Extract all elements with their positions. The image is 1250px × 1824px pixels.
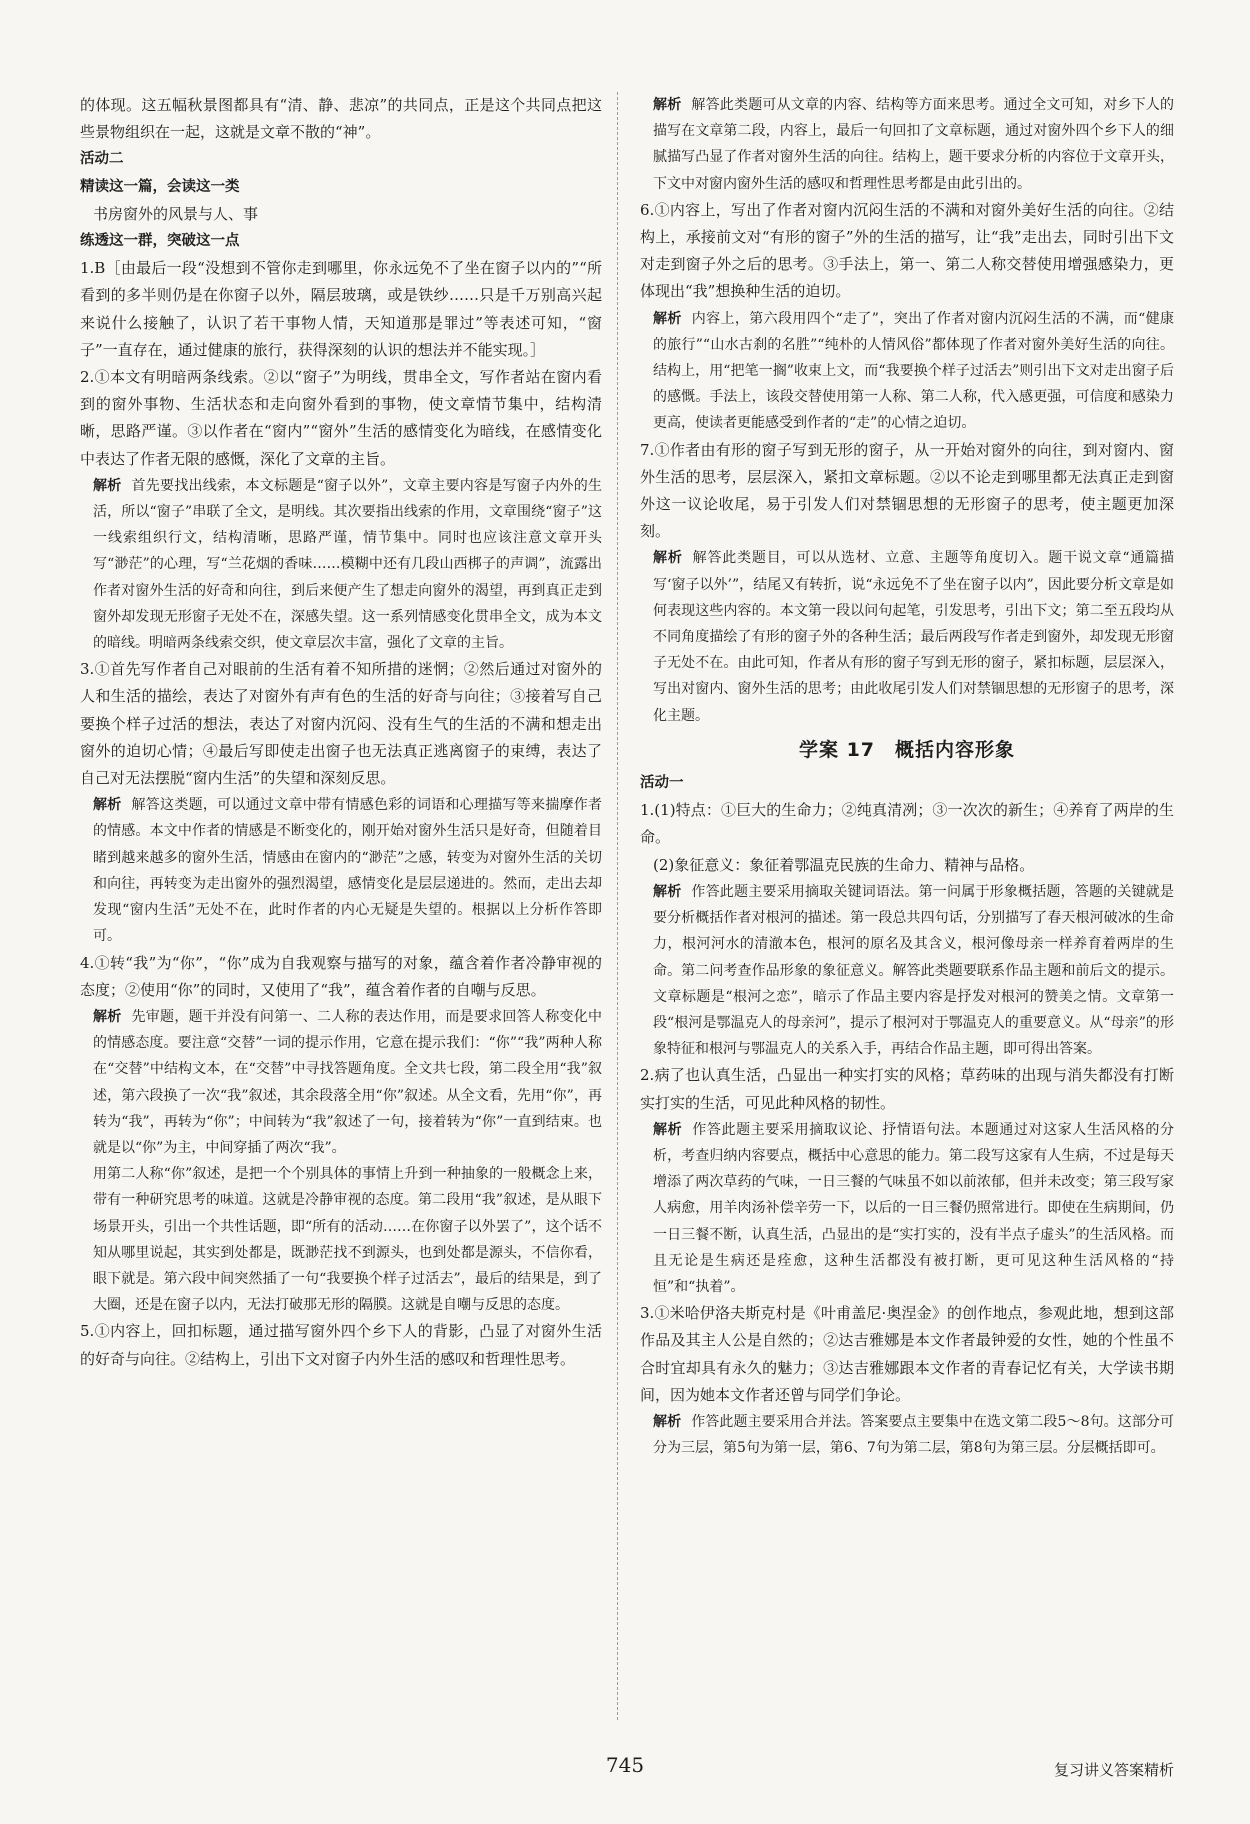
answer-2: 2.①本文有明暗两条线索。②以“窗子”为明线，贯串全文，写作者站在窗内看到的窗外事物、生活状态和走向窗外看到的事物，使文章情节集中，结构清晰，思路严谨。③以作者在“窗内”“窗外”生活的感情变化为暗线，在感情变化中表达了作者无限的感慨，深化了文章的主旨。 [80,368,602,468]
answer-1: 1.B［由最后一段“没想到不管你走到哪里，你永远免不了坐在窗子以内的”“所看到的多半则仍是在你窗子以外，隔层玻璃，或是铁纱……只是千万别高兴起来说什么接触了，认识了若干事物人情，天知道那是罪过”等表述可知，“窗子”一直存在，通过健康的旅行，获得深刻的认识的想法并不能实现。］ [80,259,602,359]
column-divider [617,92,618,1720]
analysis-4-continued: 用第二人称“你”叙述，是把一个个别具体的事情上升到一种抽象的一般概念上来，带有一种研究思考的味道。这就是冷静审视的态度。第二段用“我”叙述，是从眼下场景开头，引出一个共性话题，即“所有的活动……在你窗子以外罢了”，这个话不知从哪里说起，其实到处都是，既渺茫找不到源头，也到处都是源头，不信你看，眼下就是。第六段中间突然插了一句“我要换个样子过活去”，最后的结果是，到了大圈，还是在窗子以内，无法打破那无形的隔膜。这就是自嘲与反思的态度。 [93,1166,602,1314]
page-number: 745 [605,1753,645,1777]
activity-two-heading: 活动二 [80,151,124,168]
answer-3: 3.①首先写作者自己对眼前的生活有着不知所措的迷惘；②然后通过对窗外的人和生活的描绘，表达了对窗外有声有色的生活的好奇与向往；③接着写自己要换个样子过活的想法，表达了对窗内沉闷、没有生气的生活的不满和想走出窗外的迫切心情；④最后写即使走出窗子也无法真正逃离窗子的束缚，表达了自己对无法摆脱“窗内生活”的失望和深刻反思。 [80,660,602,788]
analysis-label: 解析 [93,797,122,814]
answer-5: 5.①内容上，回扣标题，通过描写窗外四个乡下人的背影，凸显了对窗外生活的好奇与向往。②结构上，引出下文对窗子内外生活的感叹和哲理性思考。 [80,1322,602,1368]
analysis-label: 解析 [653,550,683,567]
answer-6: 6.①内容上，写出了作者对窗内沉闷生活的不满和对窗外美好生活的向往。②结构上，承接前文对“有形的窗子”外的生活的描写，让“我”走出去，同时引出下文对走到窗子外之后的思考。③手法上，第一、第二人称交替使用增强感染力，更体现出“我”想换种生活的迫切。 [640,200,1174,301]
analysis-3 [80,792,602,949]
subheading-read: 精读这一篇，会读这一类 [80,178,240,195]
left-column [80,92,602,1373]
activity-one-heading: 活动一 [640,775,684,792]
analysis-7 [640,545,1174,728]
analysis-s1-text: 作答此题主要采用摘取关键词语法。第一问属于形象概括题，答题的关键就是要分析概括作者对根河的描述。第一段总共四句话，分别描写了春天根河破冰的生命力，根河河水的清澈本色，根河的原名及其含义，根河像母亲一样养育着两岸的生命。第二问考查作品形象的象征意义。解答此类题要联系作品主题和前后文的提示。文章标题是“根河之恋”，暗示了作品主要内容是抒发对根河的赞美之情。文章第一段“根河是鄂温克人的母亲河”，提示了根河对于鄂温克人的重要意义。从“母亲”的形象特征和根河与鄂温克人的关系入手，再结合作品主题，即可得出答案。 [653,883,1175,1058]
analysis-label: 解析 [93,477,122,494]
analysis-label: 解析 [653,1413,682,1430]
analysis-label: 解析 [653,1121,683,1138]
answer-s1-1: 1.(1)特点：①巨大的生命力；②纯真清冽；③一次次的新生；④养育了两岸的生命。 [640,801,1174,847]
right-column [640,92,1174,1461]
analysis-6 [640,306,1174,437]
analysis-2 [80,473,602,656]
analysis-4-text: 先审题，题干并没有问第一、二人称的表达作用，而是要求回答人称变化中的情感态度。要注意“交替”一词的提示作用，它意在提示我们：“你”“我”两种人称在“交替”中结构文本，在“交替”中寻找答题角度。全文共七段，第二段全用“我”叙述，第六段换了一次“我”叙述，其余段落全用“你”叙述。从全文看，先用“你”，再转为“我”，再转为“你”；中间转为“我”叙述了一句，接着转为“你”一直到结束。也就是以“你”为主，中间穿插了两次“我”。 [93,1008,602,1156]
answer-s3: 3.①米哈伊洛夫斯克村是《叶甫盖尼·奥涅金》的创作地点，参观此地，想到这部作品及其主人公是自然的；②达吉雅娜是本文作者最钟爱的女性，她的个性虽不合时宜却具有永久的魅力；③达吉雅娜跟本文作者的青春记忆有关，大学读书期间，因为她本文作者还曾与同学们争论。 [640,1304,1174,1404]
analysis-s1 [640,879,1174,1062]
analysis-s3-text: 作答此题主要采用合并法。答案要点主要集中在选文第二段5～8句。这部分可分为三层，第5句为第一层，第6、7句为第二层，第8句为第三层。分层概括即可。 [653,1413,1175,1457]
analysis-5-text: 解答此类题可从文章的内容、结构等方面来思考。通过全文可知，对乡下人的描写在文章第二段，内容上，最后一句回扣了文章标题，通过对窗外四个乡下人的细腻描写凸显了作者对窗外生活的向往。结构上，题干要求分析的内容位于文章开头，下文中对窗内窗外生活的感叹和哲理性思考都是由此引出的。 [653,97,1175,192]
analysis-6-text: 内容上，第六段用四个“走了”，突出了作者对窗内沉闷生活的不满，而“健康的旅行”“山水古刹的名胜”“纯朴的人情风俗”都体现了作者对窗外美好生活的向往。结构上，用“把笔一搁”收束上文，而“我要换个样子过活去”则引出下文对走出窗子后的感慨。手法上，该段交替使用第一人称、第二人称，代入感更强，可信度和感染力更高，使读者更能感受到作者的“走”的心情之迫切。 [653,310,1175,432]
analysis-7-text: 解答此类题目，可以从选材、立意、主题等角度切入。题干说文章“通篇描写‘窗子以外’”，结尾又有转折，说“永远免不了坐在窗子以内”，因此要分析文章是如何表现这些内容的。本文第一段以问句起笔，引发思考，引出下文；第二至五段均从不同角度描绘了有形的窗子外的各种生活；最后两段写作者走到窗外，却发现无形窗子无处不在。由此可知，作者从有形的窗子写到无形的窗子，紧扣标题，层层深入，写出对窗内、窗外生活的思考；由此收尾引发人们对禁锢思想的无形窗子的思考，深化主题。 [653,550,1175,724]
analysis-3-text: 解答这类题，可以通过文章中带有情感色彩的词语和心理描写等来揣摩作者的情感。本文中作者的情感是不断变化的，刚开始对窗外生活只是好奇，但随着目睹到越来越多的窗外生活，情感由在窗内的“渺茫”之感，转变为对窗外生活的关切和向往，再转变为走出窗外的强烈渴望，感情变化是层层递进的。然而，走出去却发现“窗内生活”无处不在，此时作者的内心无疑是失望的。根据以上分析作答即可。 [93,797,602,945]
analysis-s2-text: 作答此题主要采用摘取议论、抒情语句法。本题通过对这家人生活风格的分析，考查归纳内容要点，概括中心意思的能力。第二段写这家有人生病，不过是每天增添了两次草药的气味，一日三餐的气味虽不如以前浓郁，但并未改变；第三段写家人病愈，用羊肉汤补偿辛劳一下，以后的一日三餐仍照常进行。即使在生病期间，仍一日三餐不断，认真生活，凸显出的是“实打实的，没有半点子虚头”的生活风格。而且无论是生病还是痊愈，这种生活都没有被打断，更可见这种生活风格的“持恒”和“执着”。 [653,1121,1175,1295]
answer-s2: 2.病了也认真生活，凸显出一种实打实的风格；草药味的出现与消失都没有打断实打实的生活，可见此种风格的韧性。 [640,1066,1174,1112]
analysis-label: 解析 [653,97,682,113]
passage-title: 书房窗外的风景与人、事 [93,204,259,223]
book-title-footer: 复习讲义答案精析 [1053,1761,1174,1779]
intro-paragraph: 的体现。这五幅秋景图都具有“清、静、悲凉”的共同点，正是这个共同点把这些景物组织在一起，这就是文章不散的“神”。 [80,96,602,142]
analysis-5 [640,92,1174,197]
analysis-s2 [640,1117,1174,1300]
answer-s1-2: (2)象征意义：象征着鄂温克民族的生命力、精神与品格。 [653,855,1035,874]
analysis-4 [80,1004,602,1161]
answer-7: 7.①作者由有形的窗子写到无形的窗子，从一开始对窗外的向往，到对窗内、窗外生活的思考，层层深入，紧扣文章标题。②以不论走到哪里都无法真正走到窗外这一议论收尾，易于引发人们对禁锢思想的无形窗子的思考，使主题更加深刻。 [640,440,1174,541]
analysis-label: 解析 [653,883,682,900]
analysis-label: 解析 [93,1008,122,1025]
analysis-2-text: 首先要找出线索，本文标题是“窗子以外”，文章主要内容是写窗子内外的生活，所以“窗子”串联了全文，是明线。其次要指出线索的作用，文章围绕“窗子”这一线索组织行文，结构清晰，思路严谨，情节集中。同时也应该注意文章开头写“渺茫”的心理，写“兰花烟的香味……模糊中还有几段山西梆子的声调”，流露出作者对窗外生活的好奇和向往，到后来便产生了想走向窗外的渴望，再到真正走到窗外却发现无形窗子无处不在，深感失望。这一系列情感变化贯串全文，成为本文的暗线。明暗两条线索交织，使文章层次丰富，强化了文章的主旨。 [93,477,603,652]
section-title: 学案 17 概括内容形象 [798,738,1016,761]
subheading-practice: 练透这一群，突破这一点 [80,233,240,250]
analysis-label: 解析 [653,310,682,327]
analysis-s3 [640,1409,1174,1461]
answer-4: 4.①转“我”为“你”，“你”成为自我观察与描写的对象，蕴含着作者冷静审视的态度；②使用“你”的同时，又使用了“我”，蕴含着作者的自嘲与反思。 [80,953,602,999]
